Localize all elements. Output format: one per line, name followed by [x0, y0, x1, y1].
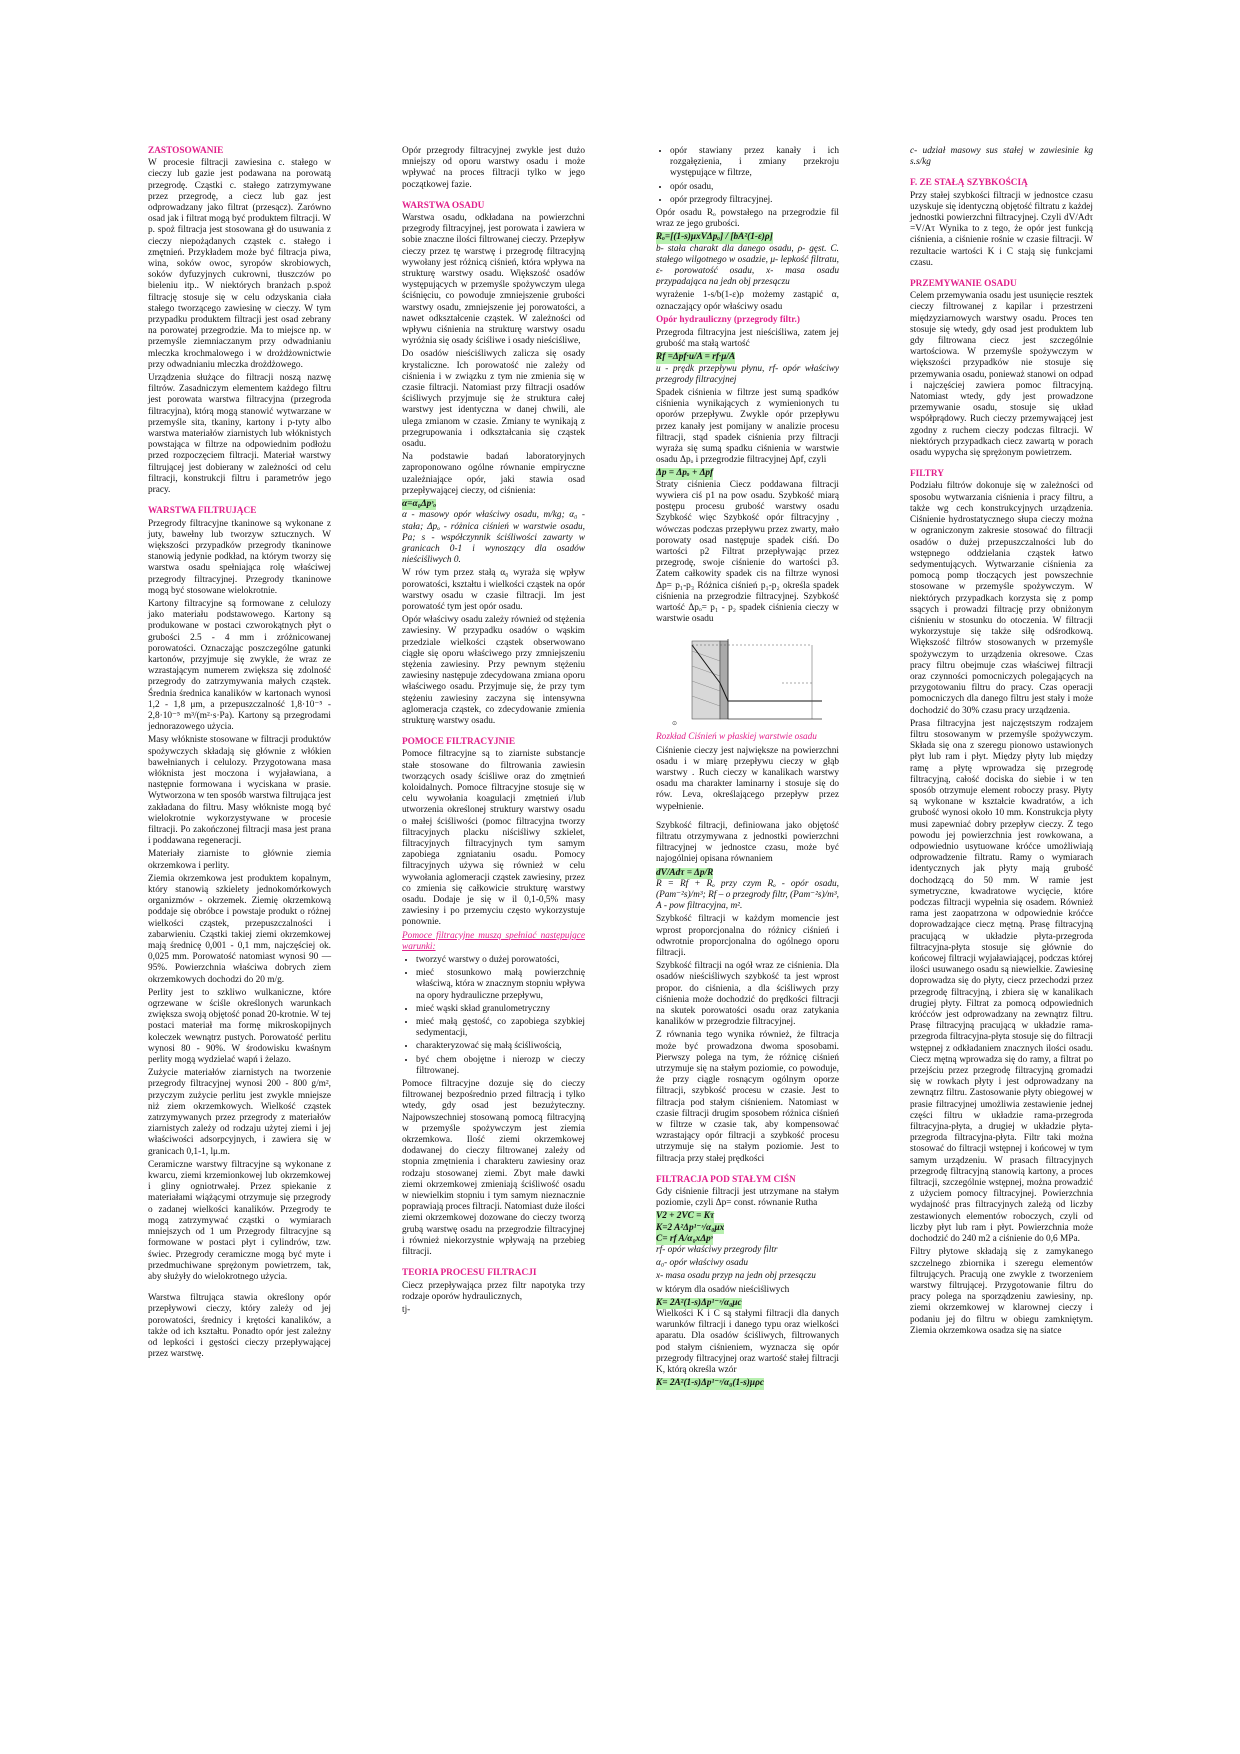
- paragraph: Pomoce filtracyjne dozuje się do cieczy filtrowanej bezpośrednio przed filtracją i tylko wtedy, gdy osad jest bezużyteczny. Najpowszechniej stosowaną pomocą filtracyjną w przemyśle spożywczym jest ziemia okrzemkowa. Ilość ziemi okrzemkowej dodawanej do cieczy filtrowanej zależy od stopnia zmętnienia i charakteru zawiesiny oraz rodzaju stosowanej ziemi. Zbyt małe dawki ziemi okrzemkowej zmieniają ściśliwość osadu w niewielkim stopniu i tym samym nieznacznie poprawiają proces filtracji. Natomiast duże ilości ziemi okrzemkowej dozowane do cieczy tworzą grubą warstwę osadu na przegrodzie filtracyjnej i również niekorzystnie wpływają na przebieg filtracji.: [402, 1079, 585, 1258]
- paragraph: Prasa filtracyjna jest najczęstszym rodzajem filtru stosowanym w przemyśle spożywczym. Składa się ona z szeregu pionowo ustawionych płyt lub ram i płyt. Między płyty lub między ramę a płytę wprowadza się przegrodę filtracyjną, całość dociska do siebie i w ten sposób otrzymuje element roboczy prasy. Płyty są wykonane w kształcie kwadratów, a ich grubość wynosi około 10 mm. Konstrukcja płyty musi zapewniać dobry przepływ cieczy. Z tego powodu jej powierzchnia jest rowkowana, a odpowiednio usytuowane króćce umożliwiają odprowadzenie filtratu. Ramy o wymiarach identycznych jak płyty mają grubość dochodzącą do 50 mm. W ramie jest symetryczne, kwadratowe wycięcie, które podczas filtracji wypełnia się osadem. Również rama jest zaopatrzona w odpowiednie króćce doprowadzające ciecz mętną. Prasę filtracyjną pracującą w układzie płyta-przegroda filtracyjna-płyta stosuje się głównie do końcowej filtracji wyjaławiającej, podczas której ilości usuwanego osadu są niewielkie. Zawiesinę doprowadza się do płyty, ciecz przechodzi przez przegrodę filtracyjną, i zbiera się w kanalikach drugiej płyty. Filtrat za pomocą odpowiednich króćców jest odprowadzany na zewnątrz filtru. Prasę filtracyjną pracującą w układzie rama-przegroda filtracyjna-płyta stosuje się do filtracji wstępnej z odkładaniem znacznych ilości osadu. Ciecz mętną wprowadza się do ramy, a filtrat po przejściu przez przegrodę filtracyjną gromadzi się w rowkach płyty i jest odprowadzany na zewnątrz filtru. Zastosowanie płyty obiegowej w prasie filtracyjnej umożliwia zestawienie jednej części filtru w układzie rama-przegroda filtracyjna-płyta, a drugiej w układzie płyta-przegroda filtracyjna-płyta. Filtr taki można stosować do filtracji wstępnej i końcowej w tym samym urządzeniu. W prasach filtracyjnych przegrodę filtracyjną stanowią kartony, a proces filtracji, szczególnie wstępnej, można prowadzić z użyciem pomocy filtracyjnej. Powierzchnia wydajność pras filtracyjnych zależą od liczby zestawionych elementów roboczych, czyli od liczby płyt lub ram i płyt. Powierzchnia może dochodzić do 240 m2 a ciśnienie do 0,6 MPa.: [910, 718, 1093, 1245]
- paragraph: Pomoce filtracyjne są to ziarniste substancje stałe stosowane do filtrowania zawiesin tworzących osady ściśliwe oraz do zmętnień koloidalnych. Pomoce filtracyjne stosuje się w celu wywołania koagulacji zmętnień i/lub utworzenia określonej struktury warstwy osadu o małej ściśliwości (pomoc filtracyjna tworzy filtracyjnych placku niściśliwy szkielet, filtracyjnych filtracyjnych tym samym zapobiega zgniataniu osadu. Pomocy filtracyjnych używa się również w celu wywołania aglomeracji cząstek zawiesiny, przez co zmienia się całkowicie strukturę warstwy osadu. Dodaje je się w il 0,1-0,5% masy zawiesiny i po przemyciu często wykorzystuje ponownie.: [402, 749, 585, 928]
- paragraph: Przegrody filtracyjne tkaninowe są wykonane z juty, bawełny lub tworzyw sztucznych. W większości przypadków przegrody tkaninowe stanowią jedynie podkład, na którym tworzy się warstwa osadu spełniająca rolę właściwej przegrody filtracyjnej. Przegrody tkaninowe mogą być stosowane wielokrotnie.: [148, 518, 331, 596]
- list-item: • opór stawiany przez kanały i ich rozgałęzienia, i zmiany przekroju występujące w filtrze,: [670, 146, 839, 180]
- paragraph: Szybkość filtracji w każdym momencie jest wprost proporcjonalna do różnicy ciśnień i odwrotnie proporcjonalna do ogólnego oporu filtracji.: [656, 914, 839, 958]
- paragraph: Przy stałej szybkości filtracji w jednostce czasu uzyskuje się identyczną objętość filtratu z każdej jednostki powierzchni filtracyjnej. Czyli dV/Adτ =V/Aτ Wynika to z tego, że opór jest funkcją ciśnienia, a ciśnienie rośnie w czasie filtracji. W rezultacie wartości K i C stają się funkcjami czasu.: [910, 190, 1093, 268]
- paragraph: b- stała charakt dla danego osadu, ρ- gęst. C. stałego wilgotnego w osadzie, μ- lepkość filtratu, ε- porowatość osadu, x- masa osadu przypadająca na jedn obj przesączu: [656, 243, 839, 288]
- heading-warstwa-osadu: WARSTWA OSADU: [402, 200, 485, 211]
- paragraph: Masy włókniste stosowane w filtracji produktów spożywczych składają się głównie z włókien bawełnianych i celulozy. Przygotowana masa włóknista jest moczona i wyjaławiana, a następnie formowana i wyciskana w prasie. Wytworzona w ten sposób warstwa filtrująca jest zakładana do filtru. Masy włókniste mogą być wielokrotnie wykorzystywane w procesie filtracji. Po zakończonej filtracji masa jest prana i poddawana regeneracji.: [148, 735, 331, 847]
- list-item: • mieć wąski skład granulometryczny: [416, 1004, 585, 1015]
- formula-k: K=2 A²Δp¹⁻ˢ/α₀μx: [656, 1222, 725, 1233]
- paragraph: tj-: [402, 1304, 411, 1315]
- list-item: • opór przegrody filtracyjnej.: [670, 195, 839, 206]
- paragraph: Ziemia okrzemkowa jest produktem kopalnym, który stanowią szkielety jednokomórkowych organizmów - okrzemek. Ziemię okrzemkową poddaje się obróbce i powstaje produkt o różnej wielkości cząstek, przepuszczalności i zabarwieniu. Cząstki takiej ziemi okrzemkowej mają średnicę 0,001 - 0,1 mm, najczęściej ok. 0,025 mm. Porowatość natomiast wynosi 90 — 95%. Powierzchnia właściwa dobrych ziem okrzemkowych dochodzi do 20 m/g.: [148, 873, 331, 985]
- heading-filtry: FILTRY: [910, 469, 944, 480]
- paragraph: Warstwa filtrująca stawia określony opór przepływowi cieczy, który zależy od jej porowatości, średnicy i krętości kanalików, a także od ich kształtu. Ponadto opór jest zależny od lepkości i gęstości cieczy przepływającej przez warstwę.: [148, 1293, 331, 1360]
- paragraph: Opór przegrody filtracyjnej zwykle jest dużo mniejszy od oporu warstwy osadu i może wpływać na proces filtracji tylko w jego początkowej fazie.: [402, 146, 585, 190]
- paragraph: Wielkości K i C są stałymi filtracji dla danych warunków filtracji i danego typu oraz wielkości aparatu. Dla osadów ściśliwych, filtrowanych pod stałym ciśnieniem, wyznacza się opór przegrody filtracyjnej oraz wartość stałej filtracji K, którą określa wzór: [656, 1309, 839, 1376]
- paragraph: Spadek ciśnienia w filtrze jest sumą spadków ciśnienia wynikających z wymienionych tu oporów przepływu. Zwykle opór przepływu przez kanały jest pomijany w analizie procesu filtracji, stąd spadek ciśnienia przy filtracji wyraża się sumą spadku ciśnienia w warstwie osadu Δpₒ i przegrodzie filtracyjnej Δpf, czyli: [656, 388, 839, 466]
- list-item: • tworzyć warstwy o dużej porowatości,: [416, 955, 585, 966]
- paragraph: w którym dla osadów nieściśliwych: [656, 1284, 790, 1295]
- heading-stala-szybkosc: F. ZE STAŁĄ SZYBKOŚCIĄ: [910, 178, 1028, 189]
- heading-teoria-procesu: TEORIA PROCESU FILTRACJI: [402, 1268, 537, 1279]
- paragraph: W rów tym przez stałą α₀ wyraża się wpływ porowatości, kształtu i wielkości cząstek na opór warstwy osadu w czasie filtracji. Im jest porowatość tym jest opór osadu.: [402, 568, 585, 612]
- paragraph: x- masa osadu przyp na jedn obj przesączu: [656, 1271, 816, 1282]
- paragraph: Na podstawie badań laboratoryjnych zaproponowano ogólne równanie empiryczne uzależniające opór, jaki stawia osad przepływającej cieczy, od ciśnienia:: [402, 452, 585, 496]
- paragraph: Kartony filtracyjne są formowane z celulozy jako materiału podstawowego. Kartony są produkowane w postaci czworokątnych płyt o grubości 2.5 - 4 mm i zróżnicowanej porowatości. Oznaczając poszczególne gatunki kartonów, przyjmuje się zwykle, że wraz ze wzrastającym numerem zwiększa się zdolność przegrody do zatrzymywania małych cząstek. Średnia średnica kanalików w kartonach wynosi 1,2 - 1,8 μm, a przepuszczalność 1,8·10⁻⁵ - 2,8·10⁻⁵ m³/(m²·s·Pa). Kartony są przegrodami jednorazowego użycia.: [148, 598, 331, 733]
- paragraph: Materiały ziarniste to głównie ziemia okrzemkowa i perlity.: [148, 849, 331, 871]
- formula-opor-przegrody: Rf =Δpf·u/A = rf·μ/A: [656, 352, 736, 363]
- paragraph: Szybkość filtracji, definiowana jako objętość filtratu otrzymywana z jednostki powierzchni filtracyjnej w jednostce czasu, może być najogólniej opisana równaniem: [656, 820, 839, 865]
- paragraph: W procesie filtracji zawiesina c. stałego w cieczy lub gazie jest podawana na porowatą przegrodę. Cząstki c. stałego zatrzymywane przez przegrodę, a ciecz lub gaz jest odprowadzany jako filtrat (przesącz). Zarówno osad jak i filtrat mogą być produktem filtracji. W p. spoż filtracja jest stosowana gł do usuwania z cieczy niepożądanych cząstek c. stałego i zmętnień. Przykładem może być filtracja piwa, wina, soków owoc, syropów skrobiowych, soków dyfuzyjnych cukrowni, tłuszczów po bieleniu itp.. W niektórych branżach p.spoż filtrację stosuje się w celu odzyskania ciała stałego tworzącego zawiesinę w cieczy. W tym przypadku produktem filtracji jest osad zebrany na porowatej przegrodzie. Ma to miejsce np. w przemyśle ziemniaczanym przy odwadnianiu mleczka krochmalowego i w drożdżownictwie przy odwadnianiu mleczka drożdżowego.: [148, 158, 331, 370]
- paragraph: Warstwa osadu, odkładana na powierzchni przegrody filtracyjnej, jest porowata i zawiera w sobie znaczne ilości filtrowanej cieczy. Przepływ cieczy przez tę warstwę i przegrodę filtracyjną wywołany jest różnicą ciśnień, która wpływa na strukturę warstwy osadu. Większość osadów występujących w przemyśle spożywczym ulega ściśnięciu, co powoduje zmniejszenie grubości warstwy osadu, zmniejszenie jej porowatości, a nawet odkształcenie cząstek. W zależności od wpływu ciśnienia na strukturę warstwy osadu wyróżnia się osady ściśliwe i osady nieściśliwe,: [402, 213, 585, 347]
- list-item: • być chem obojętne i nierozp w cieczy filtrowanej.: [416, 1055, 585, 1077]
- formula-rutha: V2 + 2VC = Kτ: [656, 1211, 715, 1222]
- heading-przemywanie-osadu: PRZEMYWANIE OSADU: [910, 279, 1017, 290]
- paragraph: wyrażenie 1-s/b(1-ε)ρ możemy zastąpić α, oznaczający opór właściwy osadu: [656, 290, 839, 312]
- heading-pomoce-filtracyjne: POMOCE FILTRACYJNIE: [402, 737, 516, 748]
- paragraph: Urządzenia służące do filtracji noszą nazwę filtrów. Zasadniczym elementem każdego filtru jest porowata warstwa filtracyjna (przegroda filtracyjna), którą mogą stanowić wytwarzane w przemyśle sita, tkaniny, kartony i p-tyty albo warstwa materiałów ziarnistych lub włóknistych powstająca w filtrze na odpowiednim podłożu przed rozpoczęciem filtracji. Materiał warstwy filtrującej jest dobierany w zależności od celu filtracji, konstrukcji filtru i parametrów jego pracy.: [148, 373, 331, 496]
- paragraph: u - prędk przepływu płynu, rf- opór właściwy przegrody filtracyjnej: [656, 363, 839, 385]
- paragraph: Opór osadu Rₒ powstałego na przegrodzie fil wraz ze jego grubości.: [656, 208, 839, 230]
- heading-filtracja-stale-cisnienie: FILTRACJA POD STAŁYM CIŚN: [656, 1174, 796, 1185]
- paragraph: Podziału filtrów dokonuje się w zależności od sposobu wytwarzania ciśnienia i pracy filtru, a także wg cech konstrukcyjnych urządzenia. Ciśnienie hydrostatycznego słupa cieczy można w ograniczonym zakresie stosować do filtracji osadów o dużej przepuszczalności lub do wstępnego oddzielania cząstek łatwo sedymentujących. Wytwarzanie ciśnienia za pomocą pomp tłoczących jest powszechnie stosowane w przemyśle spożywczym. W niektórych przypadkach korzysta się z pomp ssących i prowadzi filtrację przy obniżonym ciśnieniu w stosunku do otoczenia. W filtracji wykorzystuje się także siłę odśrodkową. Większość filtrów stosowanych w przemyśle spożywczym to urządzenia okresowe. Czas pracy filtru obejmuje czas właściwej filtracji oraz czynności pomocniczych polegających na przygotowaniu filtru do pracy. Czas operacji pomocniczych dla danego filtru jest stały i może dochodzić do 30% czasu pracy urządzenia.: [910, 481, 1093, 716]
- pressure-distribution-figure: [662, 631, 832, 729]
- paragraph: Szybkość filtracji na ogół wraz ze ciśnienia. Dla osadów nieściśliwych szybkość ta jest wprost propor. do ciśnienia, a dla ściśliwych przy ciśnienia może dochodzić do prędkości filtracji na skutek porowatości osadu oraz zatykania kanalików w przegrodzie filtracyjnej.: [656, 961, 839, 1028]
- paragraph: Celem przemywania osadu jest usunięcie resztek cieczy filtrowanej z kapilar i przestrzeni międzyziarnowych warstwy osadu. Proces ten stosuje się wtedy, gdy osad jest produktem lub gdy filtrowana ciecz jest szczególnie wartościowa. W przemyśle spożywczym w większości przypadków nie stosuje się przemywania osadu, ponieważ stanowi on odpad i najczęściej zawiera pomoc filtracyjną. Natomiast wtedy, gdy jest prowadzone przemywanie osadu, stosuje się układ współprądowy. Ruch cieczy przemywającej jest zgodny z ruchem cieczy podczas filtracji. W niektórych przypadkach ciecz zawartą w porach osadu wypycha się sprężonym powietrzem.: [910, 291, 1093, 459]
- list-item: • mieć małą gęstość, co zapobiega szybkiej sedymentacji,: [416, 1017, 585, 1039]
- paragraph: Ciecz przepływająca przez filtr napotyka trzy rodzaje oporów hydraulicznych,: [402, 1280, 585, 1302]
- paragraph: rf- opór właściwy przegrody filtr: [656, 1245, 778, 1256]
- pressure-diagram-icon: [662, 631, 832, 729]
- heading-warstwy-filtrujace: WARSTWA FILTRUJĄCE: [148, 506, 257, 517]
- paragraph: Perlity jest to szkliwo wulkaniczne, które ogrzewane w ściśle określonych warunkach zwiększa swoją objętość ponad 20-krotnie. W tej postaci materiał ma formę mikroskopijnych koleczek wewnątrz pustych. Porowatość perlitu wynosi 80 - 90%. W środowisku kwaśnym perlity mogą wydzielać wapń i żelazo.: [148, 987, 331, 1066]
- formula-c: C= rf A/α₀xΔpˢ: [656, 1233, 714, 1244]
- column-3: [656, 146, 839, 1390]
- heading-zastosowanie: ZASTOSOWANIE: [148, 146, 224, 156]
- paragraph: R = Rf + Rₒ przy czym Rₒ - opór osadu, (Pam⁻²s)/m³; Rf – o przegrody filtr, (Pam⁻²s)/m³, A - pow filtracyjna, m².: [656, 878, 839, 912]
- paragraph: α - masowy opór właściwy osadu, m/kg; α₀ - stała; Δpₒ - różnica ciśnień w warstwie osadu, Pa; s - współczynnik ściśliwości zawarty w granicach 0-1 i wynoszący dla osadów nieściśliwych 0.: [402, 510, 585, 566]
- list-item: • mieć stosunkowo małą powierzchnię właściwą, która w znacznym stopniu wpływa na opory hydrauliczne przepływu,: [416, 968, 585, 1002]
- paragraph: Z równania tego wynika również, że filtracja może być prowadzona dwoma sposobami. Pierwszy polega na tym, że różnicę ciśnień utrzymuje się na stałym poziomie, co powoduje, że przy ciągle rosnącym ogólnym oporze filtracji, szybkość procesu w czasie. Jest to filtracja pod stałym ciśnieniem. Natomiast w czasie filtracji drugim sposobem różnica ciśnień w filtrze w czasie tak, aby kompensować wzrastający opór filtracji a szybkość procesu utrzymuje się na stałym poziomie. Jest to filtracja przy stałej prędkości: [656, 1030, 839, 1164]
- formula-k-sciskliwe: K= 2A²(1-s)Δp¹⁻ˢ/α₀(1-s)μρc: [656, 1378, 764, 1389]
- paragraph: Ceramiczne warstwy filtracyjne są wykonane z kwarcu, ziemi krzemionkowej lub okrzemkowej i gliny ogniotrwałej. Przez spiekanie z materiałami wiążącymi otrzymuje się przegrody o zadanej wielkości kanalików. Przegrody te mogą zatrzymywać cząstki o wymiarach mniejszych od 1 um Przegrody filtracyjne są formowane w postaci płyt i cylindrów, tzw. świec. Przegrody ceramiczne mogą być myte i przedmuchiwane sprężonym powietrzem, tak, aby służyły do wielokrotnego użycia.: [148, 1159, 331, 1282]
- formula-opor-wlasciwy: α=α₀Δpˢₒ: [402, 499, 437, 510]
- paragraph: α₀- opór właściwy osadu: [656, 1258, 749, 1269]
- paragraph: Gdy ciśnienie filtracji jest utrzymane na stałym poziomie, czyli Δp= const. równanie Rutha: [656, 1187, 839, 1209]
- paragraph: Ciśnienie cieczy jest największe na powierzchni osadu i w miarę przepływu cieczy w głąb warstwy . Ruch cieczy w kanalikach warstwy osadu ma charakter laminarny i stosuje się do rów. Leva, określającego przepływ przez wypełnienie.: [656, 745, 839, 812]
- formula-k-niesciskliwe: K= 2A²(1-s)Δp¹⁻ˢ/α₀μc: [656, 1297, 742, 1308]
- column-4: [910, 146, 1093, 1339]
- paragraph: Pomoce filtracyjne muszą spełniać następujące warunki:: [402, 930, 585, 952]
- list-item: • charakteryzować się małą ściśliwością,: [416, 1041, 585, 1052]
- paragraph: Opór właściwy osadu zależy również od stężenia zawiesiny. W przypadku osadów o wąskim przedziale wielkości cząstek obserwowano ciągłe się oporu właściwego przy zmniejszeniu stężenia zawiesiny. Przy pewnym stężeniu zawiesiny następuje zdecydowana zmiana oporu właściwego osadu. Przyjmuje się, że przy tym stężeniu zawiesiny zaczyna się intensywna aglomeracja cząstek, co zdecydowanie zmienia strukturę warstwy osadu.: [402, 615, 585, 726]
- paragraph: Filtry płytowe składają się z zamykanego szczelnego zbiornika i szeregu elementów filtrujących. Pracują one zwykle z tworzeniem warstwy filtrującej. Przygotowanie filtru do pracy polega na sporządzeniu zawiesiny, np. ziemi okrzemkowej w klarownej cieczy i podaniu jej do filtru w obiegu zamkniętym. Ziemia okrzemkowa osadza się na siatce: [910, 1247, 1093, 1336]
- paragraph: Straty ciśnienia Ciecz poddawana filtracji wywiera ciś p1 na pow osadu. Szybkość miarą postępu procesu grubość warstwy osadu Szybkość więc Szybkość opór filtracyjny , wówczas podczas przepływu przez zwarty, mało porowaty osad następuje spadek ciśń. Do wartości p2 Filtrat przepływając przez przegrodę, swoje ciśnienie do wartości p3. Zatem całkowity spadek cis na filtrze wynosi Δp= p₁-p₃ Różnica ciśnień p₁-p₂ określa spadek ciśnienia na przegrodzie filtracyjnej. Szybkość wartość Δpₒ= p₁ - p₂ spadek ciśnienia cieczy w warstwie osadu: [656, 479, 839, 625]
- svg-text:⊙: ⊙: [672, 720, 678, 728]
- paragraph: c- udział masowy sus stałej w zawiesinie kg s.s/kg: [910, 146, 1093, 168]
- column-1: [148, 146, 331, 1362]
- formula-szybkosc-filtracji: dV/Adτ = Δp/R: [656, 867, 714, 878]
- figure-caption: Rozkład Ciśnień w płaskiej warstwie osadu: [656, 732, 817, 743]
- column-2: [402, 146, 585, 1318]
- subheading: Opór hydrauliczny (przegrody filtr.): [656, 314, 800, 325]
- paragraph: Do osadów nieściśliwych zalicza się osady krystaliczne. Ich porowatość nie zależy od ciśnienia i w związku z tym nie zmienia się w czasie filtracji. Natomiast przy filtracji osadów ściśliwych przyjmuje się że struktura całej warstwy jest identyczna w danej chwili, ale ulega zmianom w czasie. Zmiany te wynikają z przegrupowania i odkształcania się cząstek osadu.: [402, 349, 585, 450]
- paragraph: Przegroda filtracyjna jest nieściśliwa, zatem jej grubość ma stałą wartość: [656, 328, 839, 350]
- list-item: • opór osadu,: [670, 182, 839, 193]
- paragraph: Zużycie materiałów ziarnistych na tworzenie przegrody filtracyjnej wynosi 200 - 800 g/m², przyczym zużycie perlitu jest zwykle mniejsze niż ziem okrzemkowych. Wielkość cząstek zatrzymywanych przez przegrody z materiałów ziarnistych zależy od rodzaju użytej ziemi i jej właściwości adsorpcyjnych, i zawiera się w granicach 0,1-1, lμ.m.: [148, 1068, 331, 1157]
- resistance-list: [656, 146, 839, 206]
- requirements-list: [402, 955, 585, 1077]
- formula-opor-osadu: Rₒ=[(1-s)μxVΔpₒ] / [bA²(1-ε)ρ]: [656, 232, 773, 243]
- formula-spadek-cisnienia: Δp = Δpₒ + Δpf: [656, 468, 714, 479]
